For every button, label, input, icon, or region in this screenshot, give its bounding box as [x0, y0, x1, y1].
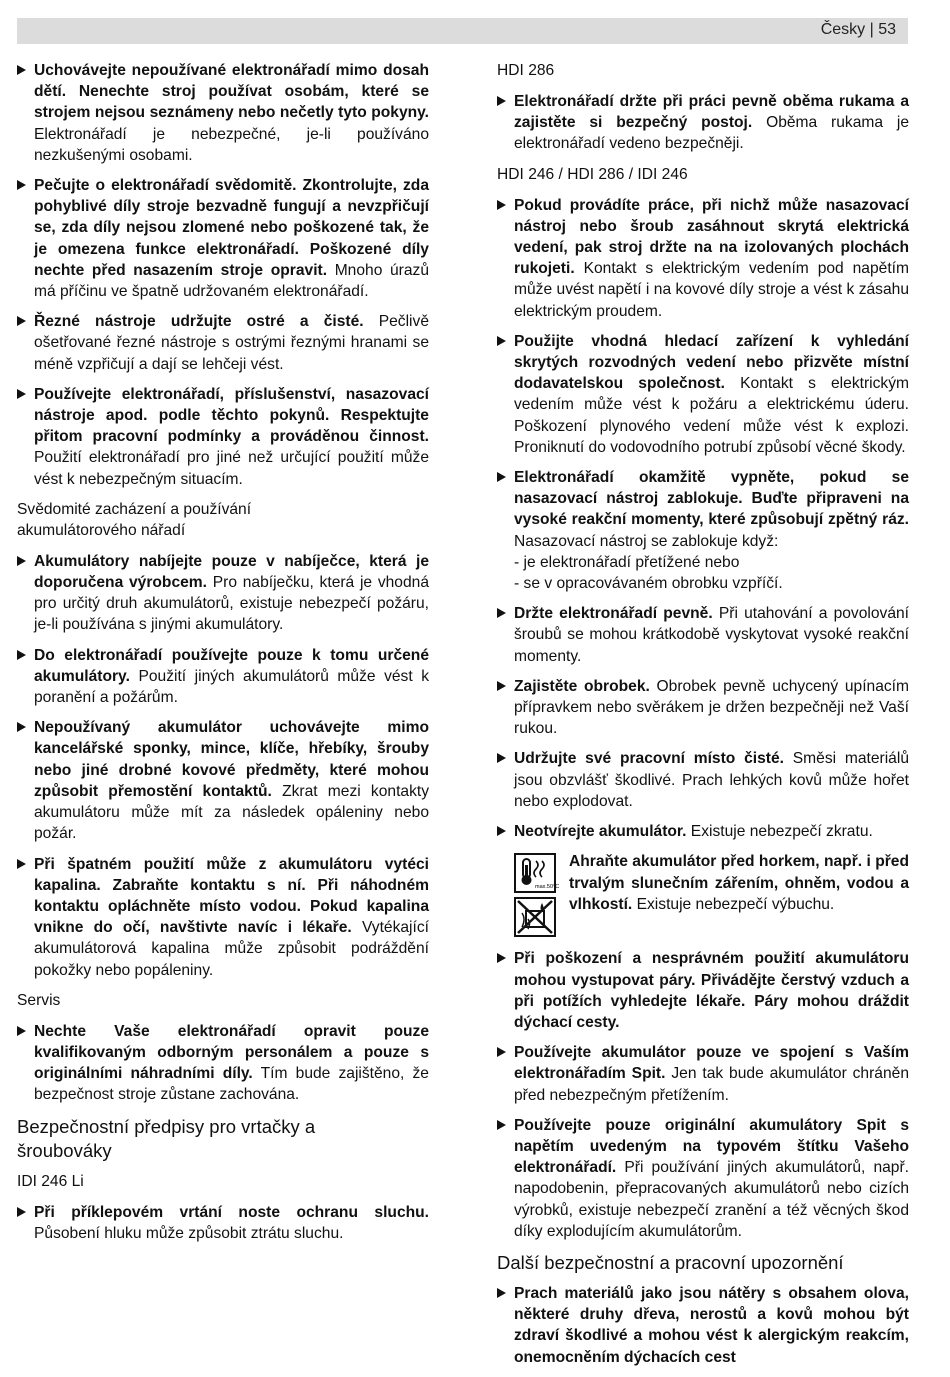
- paragraph-emphasis: Při příklepovém vrtání noste ochranu sluchu.: [34, 1203, 429, 1221]
- bullet-triangle-icon: [17, 389, 26, 399]
- heading-line: Bezpečnostní předpisy pro vrtačky a: [17, 1115, 316, 1137]
- safety-paragraph: [497, 467, 909, 594]
- paragraph-text: Pro nabíječku, která je vhodná pro určitý druh akumulátorů, existuje nebezpečí požáru, je-li používána s jinými akumulátory.: [34, 574, 429, 634]
- paragraph-text: Existuje nebezpečí výbuchu.: [636, 895, 835, 913]
- bullet-triangle-icon: [497, 1288, 506, 1298]
- paragraph-text: Zkrat mezi kontakty akumulátoru může mít za následek opáleniny nebo požár.: [34, 782, 429, 843]
- list-item: - se v opracovávaném obrobku vzpříčí.: [514, 575, 783, 593]
- label-line: akumulátorového nářadí: [17, 521, 186, 539]
- paragraph-emphasis: Elektronářadí držte při práci pevně oběma rukama a zajistěte si bezpečný postoj.: [514, 93, 909, 132]
- paragraph-emphasis: Ahraňte akumulátor před horkem, např. i před trvalým slunečním zářením, ohněm, vodou a vlhkostí.: [569, 853, 909, 913]
- safety-paragraph: [17, 717, 429, 844]
- paragraph-text: Směsi materiálů jsou obzvlášť škodlivé. Prach lehkých kovů může hořet nebo explodovat.: [514, 750, 909, 810]
- bullet-triangle-icon: [497, 96, 506, 106]
- safety-paragraph: [17, 854, 429, 981]
- bullet-triangle-icon: [497, 608, 506, 618]
- max-temp-label: max.50°C: [535, 884, 560, 891]
- bullet-triangle-icon: [17, 180, 26, 190]
- safety-paragraph: [497, 1042, 909, 1106]
- safety-paragraph: [497, 748, 909, 812]
- paragraph-emphasis: Používejte elektronářadí, příslušenství, nasazovací nástroje apod. podle těchto pokynů. Respektujte přitom pracovní podmínky a prováděnou činnost.: [34, 385, 429, 446]
- paragraph-text: Existuje nebezpečí zkratu.: [690, 823, 873, 841]
- paragraph-text: Kontakt s elektrickým vedením pod napětím může uvést napětí i na kovové díly stroje a vést k zásahu elektrickým proudem.: [514, 260, 909, 320]
- paragraph-emphasis: Při poškození a nesprávném použití akumulátoru mohou vystupovat páry. Přivádějte čerstvý vzduch a při potížích vyhledejte lékaře. Páry mohou dráždit dýchací cesty.: [514, 950, 909, 1031]
- list-item: - je elektronářadí přetížené nebo: [514, 553, 740, 571]
- paragraph-emphasis: Elektronářadí okamžitě vypněte, pokud se nasazovací nástroj zablokuje. Buďte připraveni na vysoké reakční momenty, které způsobují zpětný ráz.: [514, 469, 909, 529]
- model-label-idi: IDI 246 Li: [17, 1172, 84, 1190]
- paragraph-emphasis: Do elektronářadí používejte pouze k tomu určené akumulátory.: [34, 646, 429, 685]
- paragraph-emphasis: Použijte vhodná hledací zařízení k vyhledání skrytých rozvodných vedení nebo přizvěte místní dodavatelskou společnost.: [514, 332, 909, 393]
- paragraph-emphasis: Uchovávejte nepoužívané elektronářadí mimo dosah dětí. Nenechte stroj používat osobám, které se strojem nejsou seznámeny nebo nečetly tyto pokyny.: [34, 62, 429, 122]
- paragraph-text: Obrobek pevně uchycený upínacím přípravkem nebo svěrákem je držen bezpečněji než Vaší rukou.: [514, 677, 909, 738]
- paragraph-emphasis: Nepoužívaný akumulátor uchovávejte mimo kancelářské sponky, mince, klíče, hřebíky, šrouby nebo jiné drobné kovové předměty, které mohou způsobit přemostění kontaktů.: [34, 719, 429, 800]
- paragraph-text: Jen tak bude akumulátor chráněn před nebezpečným přetížením.: [514, 1065, 909, 1104]
- section-heading-more: Další bezpečnostní a pracovní upozornění: [497, 1251, 844, 1273]
- bullet-triangle-icon: [17, 556, 26, 566]
- paragraph-text: Pečlivě ošetřované řezné nástroje s ostrými řeznými hranami se méně vzpřičují a dají se lehčeji vést.: [34, 313, 429, 373]
- paragraph-text: Tím bude zajištěno, že bezpečnost stroje zůstane zachována.: [34, 1065, 429, 1104]
- bullet-triangle-icon: [17, 1026, 26, 1036]
- safety-paragraph: [497, 331, 909, 458]
- paragraph-emphasis: Při špatném použití může z akumulátoru vytéci kapalina. Zabraňte kontaktu s ní. Při náhodném kontaktu opláchněte místo vodou. Pokud kapalina vnikne do očí, navštivte navíc i lékaře.: [34, 855, 429, 937]
- paragraph-emphasis: Pečujte o elektronářadí svědomitě. Zkontrolujte, zda pohyblivé díly stroje bezvadně fungují a nevzpřičují se, zda díly nejsou zlomené nebo poškozené tak, že je omezena funkce elektronářadí. Poškozené díly nechte před nasazením stroje opravit.: [34, 177, 429, 279]
- paragraph-emphasis: Prach materiálů jako jsou nátěry s obsahem olova, některé druhy dřeva, nerostů a kovů mohou být zdraví škodlivé a mohou vést k alergickým reakcím, onemocněním dýchacích cest: [514, 1284, 909, 1366]
- paragraph-text: Mnoho úrazů má příčinu ve špatně udržovaném elektronářadí.: [34, 261, 429, 301]
- section-label-battery: [17, 499, 429, 541]
- safety-paragraph: [497, 603, 909, 667]
- safety-paragraph: [497, 1115, 909, 1242]
- paragraph-emphasis: Nechte Vaše elektronářadí opravit pouze kvalifikovaným odborným personálem a pouze s originálními náhradními díly.: [34, 1022, 429, 1083]
- right-column: [497, 60, 909, 1377]
- paragraph-text: Kontakt s elektrickým vedením může vést k požáru a elektrickému úderu. Poškození plynového vedení může vést k explozi. Proniknutí do vodovodního potrubí způsobí věcné škody.: [514, 375, 909, 456]
- paragraph-text: Použití jiných akumulátorů může vést k poranění a požárům.: [34, 667, 429, 707]
- section-heading-drills: [17, 1115, 429, 1163]
- safety-paragraph: [497, 821, 909, 842]
- label-line: Svědomité zacházení a používání: [17, 500, 252, 518]
- paragraph-text: Použití elektronářadí pro jiné než určující použití může vést k nebezpečným situacím.: [34, 449, 429, 488]
- paragraph-text: Při utahování a povolování šroubů se mohou krátkodobě vyskytovat vysoké reakční momenty.: [514, 605, 909, 665]
- paragraph-text: Při používání jiných akumulátorů, např. napodobenin, přepracovaných akumulátorů nebo cizích výrobků, existuje nebezpečí zranění a též věcných škod díky explodujícím akumulátorům.: [514, 1159, 909, 1240]
- paragraph-emphasis: Akumulátory nabíjejte pouze v nabíječce, která je doporučena výrobcem.: [34, 552, 429, 592]
- section-label-service: Servis: [17, 991, 61, 1009]
- heading-line: šroubováky: [17, 1139, 112, 1161]
- safety-paragraph: [17, 384, 429, 490]
- paragraph-text: Působení hluku může způsobit ztrátu sluchu.: [34, 1224, 344, 1242]
- paragraph-text: Vytékající akumulátorová kapalina může způsobit podráždění pokožky nebo popáleniny.: [34, 919, 429, 979]
- safety-paragraph: [17, 1202, 429, 1244]
- bullet-triangle-icon: [17, 65, 26, 75]
- safety-paragraph: [17, 551, 429, 636]
- bullet-triangle-icon: [17, 1207, 26, 1217]
- paragraph-emphasis: Zajistěte obrobek.: [514, 677, 650, 695]
- safety-paragraph: [497, 1283, 909, 1368]
- bullet-triangle-icon: [497, 826, 506, 836]
- warning-icons: [514, 853, 560, 941]
- bullet-triangle-icon: [497, 753, 506, 763]
- paragraph-emphasis: Udržujte své pracovní místo čisté.: [514, 750, 784, 768]
- safety-paragraph: [497, 91, 909, 155]
- bullet-triangle-icon: [17, 859, 26, 869]
- model-label-group: HDI 246 / HDI 286 / IDI 246: [497, 165, 688, 183]
- page-number: Česky | 53: [820, 21, 896, 38]
- paragraph-emphasis: Řezné nástroje udržujte ostré a čisté.: [34, 313, 364, 331]
- bullet-triangle-icon: [497, 1047, 506, 1057]
- safety-paragraph: [497, 195, 909, 322]
- safety-paragraph: [17, 1021, 429, 1106]
- safety-paragraph: [17, 175, 429, 302]
- paragraph-emphasis: Držte elektronářadí pevně.: [514, 605, 713, 623]
- bullet-triangle-icon: [497, 953, 506, 963]
- bullet-triangle-icon: [17, 722, 26, 732]
- model-label-hdi286: HDI 286: [497, 62, 555, 79]
- heat-water-warning: [497, 851, 909, 939]
- left-column: [17, 60, 429, 1253]
- paragraph-emphasis: Pokud provádíte práce, při nichž může nasazovací nástroj nebo šroub zasáhnout skrytá elektrická vedení, pak stroj držte na na izolovaných plochách rukojeti.: [514, 196, 909, 278]
- safety-paragraph: [497, 948, 909, 1033]
- bullet-triangle-icon: [17, 650, 26, 660]
- paragraph-text: Nasazovací nástroj se zablokuje když:: [514, 532, 779, 550]
- safety-paragraph: [17, 311, 429, 375]
- paragraph-emphasis: Používejte akumulátor pouze ve spojení s Vaším elektronářadím Spit.: [514, 1044, 909, 1083]
- warning-text: [569, 851, 909, 915]
- safety-paragraph: [17, 645, 429, 709]
- bullet-triangle-icon: [17, 316, 26, 326]
- paragraph-emphasis: Neotvírejte akumulátor.: [514, 823, 687, 841]
- paragraph-text: Oběma rukama je elektronářadí vedeno bezpečněji.: [514, 114, 909, 153]
- bullet-triangle-icon: [497, 200, 506, 210]
- bullet-triangle-icon: [497, 472, 506, 482]
- page-header-bar: [17, 18, 908, 44]
- bullet-triangle-icon: [497, 681, 506, 691]
- bullet-triangle-icon: [497, 336, 506, 346]
- no-water-fire-icon: [514, 897, 556, 937]
- safety-paragraph: [17, 60, 429, 166]
- safety-paragraph: [497, 676, 909, 740]
- bullet-triangle-icon: [497, 1120, 506, 1130]
- paragraph-text: Elektronářadí je nebezpečné, je-li používáno nezkušenými osobami.: [34, 125, 429, 164]
- paragraph-emphasis: Používejte pouze originální akumulátory Spit s napětím uvedeným na typovém štítku Vašeho elektronářadí.: [514, 1116, 909, 1177]
- thermometer-warning-icon: [514, 853, 560, 893]
